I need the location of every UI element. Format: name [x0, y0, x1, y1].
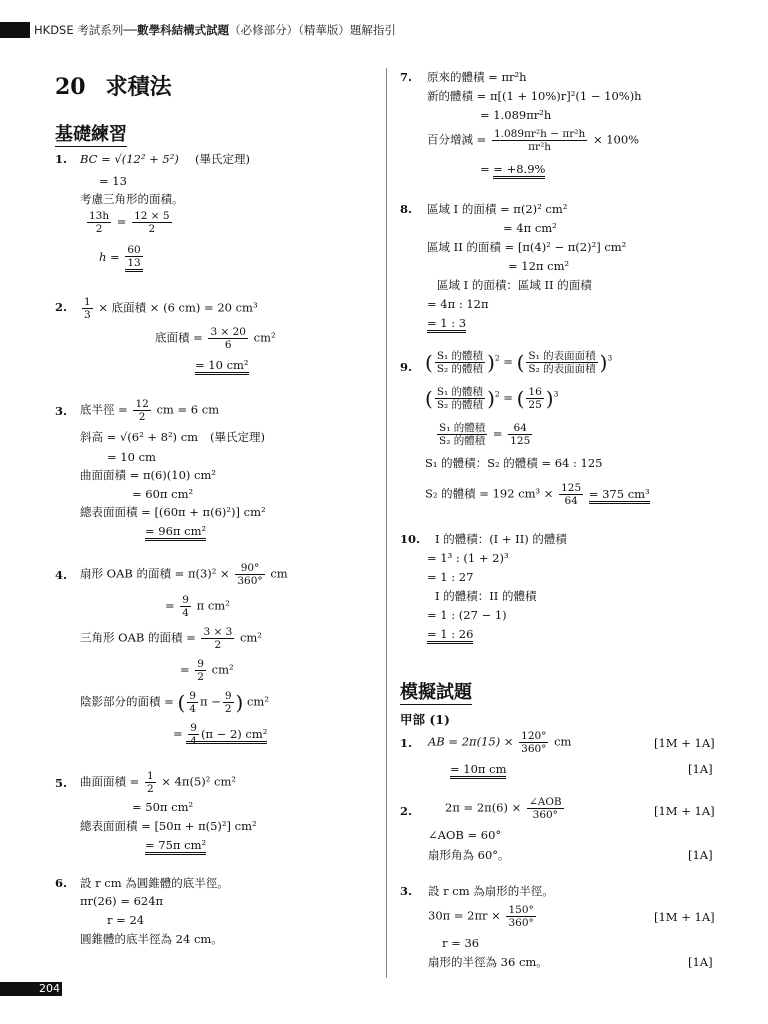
q1-line1 [80, 152, 179, 166]
header-series: HKDSE 考試系列── [34, 23, 138, 37]
q5-frac [145, 770, 156, 795]
q4-line5 [80, 690, 269, 715]
q4-l3-unit: cm² [239, 630, 262, 645]
q10-answer: = 1 : 26 [427, 627, 473, 644]
q4-f4-d: 2 [197, 671, 204, 683]
q4-frac6 [188, 722, 199, 747]
q9-p1c: ) [487, 350, 495, 375]
m1-l1-lhs: AB = 2π(15) × [428, 734, 514, 749]
q3-line1 [80, 398, 219, 423]
q9-a-pow: 2 [494, 353, 500, 363]
m2-mark1: [1M + 1A] [654, 804, 715, 818]
q9-fa-d: S₂ 的體積 [436, 363, 484, 375]
q7-line3: = 1.089πr²h [480, 108, 552, 122]
m3-frac [506, 904, 535, 929]
q8-line4: = 12π cm² [508, 259, 570, 273]
section-mock [400, 678, 472, 704]
q1-frac-b-n: 12 × 5 [134, 210, 170, 222]
q5-answer: = 75π cm² [145, 838, 206, 855]
q4-f2-n: 9 [182, 594, 189, 606]
q10-number: 10. [400, 532, 421, 546]
page-number: 204 [0, 982, 62, 996]
q9-p4c: ) [545, 386, 554, 411]
q3-note: (畢氏定理) [210, 430, 265, 444]
q8-line7 [427, 316, 466, 330]
q3-line7 [145, 524, 206, 538]
q1-frac-a-d: 2 [95, 223, 103, 235]
q5-line4 [145, 838, 206, 852]
m1-number: 1. [400, 736, 413, 750]
q9-p2o: ( [516, 350, 525, 375]
q3-answer: = 96π cm² [145, 524, 206, 541]
q4-number: 4. [55, 568, 68, 582]
q3-line6: 總表面面積 = [(60π + π(6)²)] cm² [80, 505, 266, 519]
q1-number: 1. [55, 152, 68, 166]
q7-line4 [427, 128, 639, 153]
m1-f-n: 120° [521, 730, 547, 742]
m2-l1-lhs: 2π = 2π(6) × [445, 800, 522, 815]
q1-ans-d: 13 [127, 257, 141, 269]
q7-line1: 原來的體積 = πr²h [427, 70, 527, 84]
q5-line3: 總表面面積 = [50π + π(5)²] cm² [80, 819, 257, 833]
column-divider [386, 68, 387, 978]
q9-fe-d: 64 [564, 495, 578, 507]
m3-number: 3. [400, 884, 413, 898]
q3-number: 3. [55, 404, 68, 418]
header-edition: （必修部分）（精華版）題解指引 [229, 23, 396, 37]
q9-frac-b [526, 350, 597, 375]
q10-line4: I 的體積：II 的體積 [435, 589, 537, 603]
q9-fb-n: S₁ 的表面面積 [528, 350, 596, 362]
q1-answer [125, 244, 142, 272]
m3-line2 [428, 904, 538, 929]
q9-b-pow: 3 [607, 353, 613, 363]
q9-frac-a [435, 350, 485, 375]
q4-line6: = $\frac{9}{4}$ (π − 2) cm² [173, 722, 268, 747]
q5-l1-lhs: 曲面面積 = [80, 774, 140, 789]
q4-l5-lhs: 陰影部分的面積 = [80, 694, 174, 709]
q9-frac-d [437, 422, 487, 447]
m1-answer: = 10π cm [450, 762, 506, 779]
q1-line2: = 13 [99, 174, 127, 188]
q5-line1 [80, 770, 236, 795]
q4-frac3 [201, 626, 234, 651]
header-bar [0, 22, 30, 38]
q4-f4-n: 9 [197, 658, 204, 670]
q4-frac2 [180, 594, 191, 619]
q4-paren-close: ) [235, 690, 244, 715]
q2-l2-lhs: 底面積 = [155, 330, 203, 345]
m2-line2: ∠AOB = 60° [428, 828, 502, 842]
m2-number: 2. [400, 804, 413, 818]
q9-frac-c [435, 386, 485, 411]
q3-line5: = 60π cm² [132, 487, 194, 501]
q1-frac-b-d: 2 [148, 223, 156, 235]
q7-frac [492, 128, 587, 153]
q8-answer: = 1 : 3 [427, 316, 466, 333]
q4-f6-n: 9 [190, 722, 197, 734]
q5-l1-rest: × 4π(5)² cm² [161, 774, 236, 789]
q2-frac-b [208, 326, 248, 351]
q7-number: 7. [400, 70, 413, 84]
q6-line1: 設 r cm 為圓錐體的底半徑。 [80, 876, 229, 890]
q2-frac-a [82, 296, 93, 321]
m1-line1 [428, 730, 571, 755]
q4-frac5a [187, 690, 198, 715]
q8-number: 8. [400, 202, 413, 216]
q4-l1-unit: cm [270, 566, 288, 581]
q7-line2: 新的體積 = π[(1 + 10%)r]²(1 − 10%)h [427, 89, 642, 103]
q9-fc2-d: 25 [528, 399, 542, 411]
m3-l2-lhs: 30π = 2πr × [428, 908, 501, 923]
q4-f5a-d: 4 [189, 703, 196, 715]
q4-frac1 [235, 562, 264, 587]
m1-frac [519, 730, 548, 755]
q4-l6-rest: (π − 2) cm² [200, 726, 268, 741]
q6-line2: πr(26) = 624π [80, 894, 164, 908]
q7-l4-rest: × 100% [592, 132, 640, 147]
q10-line1: I 的體積：(I + II) 的體積 [435, 532, 567, 546]
q9-p4o: ( [516, 386, 525, 411]
q9-fe-n: 125 [561, 482, 582, 494]
q4-l5-mid: π − [199, 694, 221, 709]
chapter-name: 求積法 [105, 74, 172, 100]
q4-line3 [80, 626, 262, 651]
q9-line3: $\frac{\text{S₁ 的體積}}{\text{S₂ 的體積}}$ = $\frac{64}{125}$ [439, 422, 531, 447]
section-basic-label: 基礎練習 [55, 124, 127, 145]
q1-line4: $\frac{13h}{2}$ = $\frac{12 \times 5}{2}$ [89, 210, 170, 235]
q9-fd2-n: 64 [508, 422, 532, 435]
q10-line5: = 1 : (27 − 1) [427, 608, 507, 622]
q9-line1: ( $\frac{\text{S₁ 的體積}}{\text{S₂ 的體積}}$ )$^2$ = ( $\frac{\text{S₁ 的表面面積}}{\text{S₂ 的表面面積}}$ )$^3$ [425, 350, 613, 375]
q9-l5-lhs: S₂ 的體積 = 192 cm³ × [425, 486, 554, 501]
q4-f2-d: 4 [182, 607, 189, 619]
q4-l5-unit: cm² [246, 694, 269, 709]
q4-l2-rest: π cm² [196, 598, 230, 613]
q4-f3-d: 2 [214, 639, 222, 651]
m2-line1 [445, 796, 566, 821]
q9-answer: = 375 cm³ [589, 487, 650, 504]
q2-fa-n: 1 [84, 296, 91, 308]
q9-frac-c2 [526, 386, 543, 411]
q9-fa-n: S₁ 的體積 [436, 350, 484, 362]
q3-l1-rest: cm = 6 cm [156, 402, 220, 417]
q7-f-n: 1.089πr²h − πr²h [493, 128, 586, 140]
q2-fb-n: 3 × 20 [210, 326, 246, 338]
q9-fc-n: S₁ 的體積 [436, 386, 484, 398]
q4-f5b-d: 2 [224, 703, 232, 715]
q4-f3-n: 3 × 3 [203, 626, 233, 638]
q10-line2: = 1³ : (1 + 2)³ [427, 551, 509, 565]
q6-line3: r = 24 [107, 913, 145, 927]
q1-frac-b [132, 210, 172, 235]
q9-p3o: ( [425, 386, 433, 411]
q9-fc2-n: 16 [528, 386, 542, 398]
q5-f-n: 1 [146, 770, 154, 782]
q9-p1o: ( [425, 350, 433, 375]
q2-number: 2. [55, 300, 68, 314]
q9-c2-pow: 3 [553, 389, 559, 399]
q1-frac-a [87, 210, 111, 235]
m2-f-d: 360° [532, 809, 558, 821]
m1-mark1: [1M + 1A] [654, 736, 715, 750]
m3-mark2: [1A] [688, 955, 713, 969]
q7-answer: = +8.9% [493, 162, 545, 179]
q4-f1-d: 360° [237, 575, 263, 587]
q4-line1 [80, 562, 288, 587]
q4-l4-unit: cm² [211, 662, 234, 677]
q8-line3: 區域 II 的面積 = [π(4)² − π(2)²] cm² [427, 240, 627, 254]
subsection-part-a1: 甲部 (1) [400, 712, 450, 727]
q4-f1-n: 90° [235, 562, 264, 575]
m3-f-n: 150° [508, 904, 534, 916]
q7-l4-lhs: 百分增減 = [427, 132, 487, 147]
q1-frac-a-n: 13h [89, 210, 110, 222]
q2-line2 [155, 326, 276, 351]
q9-fd2-d: 125 [510, 435, 531, 447]
q9-fc-d: S₂ 的體積 [436, 399, 484, 411]
q3-l1-lhs: 底半徑 = [80, 402, 128, 417]
q2-line3 [195, 358, 249, 372]
q3-line2: 斜高 = √(6² + 8²) cm [80, 430, 199, 444]
header-book: 數學科結構式試題 [137, 23, 230, 37]
q2-fb-d: 6 [224, 339, 232, 351]
q2-l1-rest: × 底面積 × (6 cm) = 20 cm³ [98, 300, 258, 315]
q9-fb-d: S₂ 的表面面積 [528, 363, 596, 375]
q2-line1 [80, 296, 258, 321]
q3-line3: = 10 cm [107, 450, 156, 464]
q8-line2: = 4π cm² [503, 221, 557, 235]
m1-f-d: 360° [521, 743, 547, 755]
q5-line2: = 50π cm² [132, 800, 194, 814]
q8-line1: 區域 I 的面積 = π(2)² cm² [427, 202, 568, 216]
q3-f-d: 2 [138, 411, 146, 423]
q9-line4: S₁ 的體積：S₂ 的體積 = 64 : 125 [425, 456, 603, 470]
q5-number: 5. [55, 776, 68, 790]
q9-line2: ( $\frac{\text{S₁ 的體積}}{\text{S₂ 的體積}}$ )$^2$ = ( $\frac{16}{25}$ )$^3$ [425, 386, 559, 411]
q7-f-d: πr²h [528, 141, 552, 153]
m2-line3: 扇形角為 60°。 [428, 848, 510, 862]
section-basic [55, 120, 127, 146]
q4-paren-open: ( [177, 690, 186, 715]
q4-line2: = $\frac{9}{4}$ π cm² [165, 594, 230, 619]
m1-l1-unit: cm [554, 734, 572, 749]
m2-f-n: ∠AOB [528, 796, 562, 808]
q1-l5-lhs: h = [99, 250, 120, 264]
q3-f-n: 12 [135, 398, 149, 410]
section-mock-label: 模擬試題 [400, 682, 472, 703]
q1-note: (畢氏定理) [195, 152, 250, 166]
q4-frac4 [195, 658, 206, 683]
q5-f-d: 2 [146, 783, 154, 795]
m2-frac [527, 796, 564, 821]
m3-f-d: 360° [508, 917, 534, 929]
m1-mark2: [1A] [688, 762, 713, 776]
m2-mark2: [1A] [688, 848, 713, 862]
chapter-title [55, 70, 172, 101]
q2-answer: = 10 cm² [195, 358, 249, 375]
q10-line6 [427, 627, 473, 641]
q1-line5 [99, 244, 145, 272]
q4-frac5b [223, 690, 234, 715]
q4-line4: = $\frac{9}{2}$ cm² [180, 658, 234, 683]
q4-answer [186, 722, 268, 747]
q9-frac-d2 [508, 422, 532, 447]
q6-line4: 圓錐體的底半徑為 24 cm。 [80, 932, 223, 946]
q1-line3: 考慮三角形的面積。 [80, 192, 184, 206]
q9-fd-d: S₂ 的體積 [439, 435, 486, 447]
m3-line3: r = 36 [442, 936, 480, 950]
q7-line5: = = +8.9% [480, 162, 545, 176]
q4-f6-d: 4 [190, 735, 197, 747]
m3-line4: 扇形的半徑為 36 cm。 [428, 955, 548, 969]
q9-c-pow: 2 [494, 389, 500, 399]
q9-number: 9. [400, 360, 413, 374]
q2-fa-d: 3 [84, 309, 91, 321]
q1-ans-n: 60 [127, 244, 141, 256]
m3-mark1: [1M + 1A] [654, 910, 715, 924]
q8-line6: = 4π : 12π [427, 297, 489, 311]
m1-line2 [450, 762, 506, 776]
q9-p2c: ) [599, 350, 608, 375]
chapter-number: 20 [55, 74, 86, 100]
q8-line5: 區域 I 的面積：區域 II 的面積 [437, 278, 592, 292]
q9-fd-n: S₁ 的體積 [439, 422, 486, 434]
q9-line5 [425, 482, 650, 507]
q10-line3: = 1 : 27 [427, 570, 474, 584]
q4-f5b-n: 9 [224, 690, 232, 702]
q9-frac-e [559, 482, 583, 507]
q4-l1-lhs: 扇形 OAB 的面積 = π(3)² × [80, 566, 230, 581]
q1-l1-text: BC = √(12² + 5²) [80, 152, 179, 166]
q3-line4: 曲面面積 = π(6)(10) cm² [80, 468, 217, 482]
q2-l2-unit: cm² [253, 330, 276, 345]
q9-p3c: ) [487, 386, 495, 411]
q6-number: 6. [55, 876, 68, 890]
q3-frac [133, 398, 150, 423]
q4-f5a-n: 9 [189, 690, 196, 702]
running-header [34, 22, 396, 38]
m3-line1: 設 r cm 為扇形的半徑。 [428, 884, 554, 898]
q4-l3-lhs: 三角形 OAB 的面積 = [80, 630, 196, 645]
